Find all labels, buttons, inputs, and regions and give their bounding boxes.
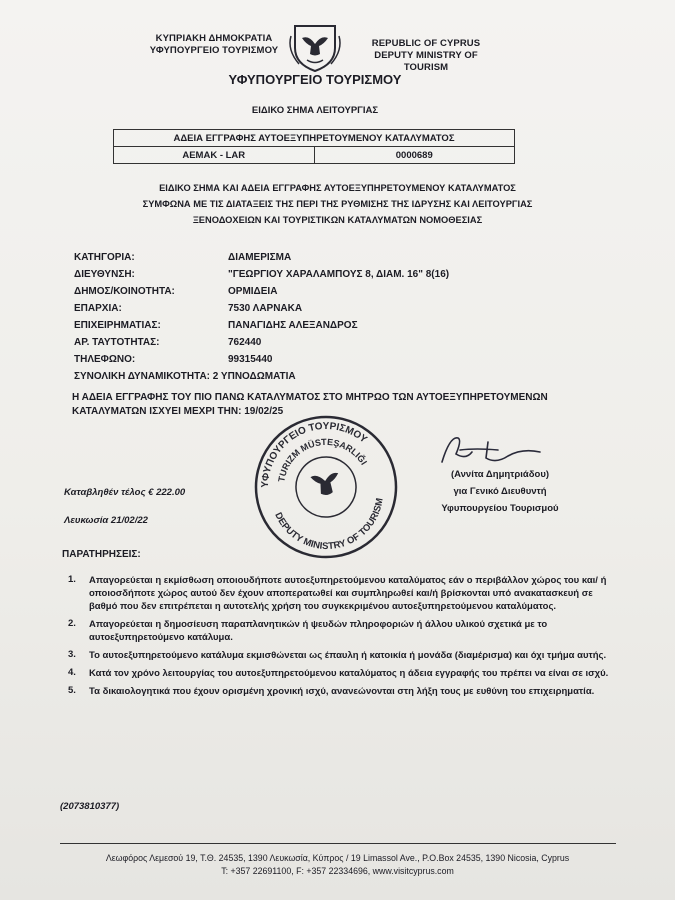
notes-title: ΠΑΡΑΤΗΡΗΣΕΙΣ: xyxy=(62,549,141,560)
note-number: 1. xyxy=(68,574,76,585)
field-value: ΟΡΜΙΔΕΙΑ xyxy=(228,286,278,297)
header-right-line2: DEPUTY MINISTRY OF TOURISM xyxy=(374,50,478,73)
signatory-line1: για Γενικό Διευθυντή xyxy=(453,486,547,497)
field-value: "ΓΕΩΡΓΙΟΥ ΧΑΡΑΛΑΜΠΟΥΣ 8, ΔΙΑΜ. 16" 8(16) xyxy=(228,269,450,280)
note-text: Το αυτοεξυπηρετούμενο κατάλυμα εκμισθώνεται ως έπαυλη ή κατοικία ή μονάδα (διαμέρισμα) και όχι τμήμα αυτής. xyxy=(89,650,607,661)
note-number: 4. xyxy=(68,667,76,678)
note-number: 2. xyxy=(68,618,76,629)
header-right xyxy=(352,38,500,74)
signatory-name: (Αννίτα Δημητριάδου) xyxy=(450,469,550,480)
note-number: 5. xyxy=(68,685,76,696)
header-left-line2: ΥΦΥΠΟΥΡΓΕΙΟ ΤΟΥΡΙΣΜΟΥ xyxy=(149,45,279,56)
coat-of-arms-icon xyxy=(285,22,345,74)
signatory-block xyxy=(425,466,575,517)
official-stamp-icon xyxy=(252,413,400,561)
field-row xyxy=(74,303,594,320)
field-label: ΕΠΑΡΧΙΑ: xyxy=(74,303,122,314)
note-item xyxy=(68,618,628,644)
footer-contact: T: +357 22691100, F: +357 22334696, www.visitcyprus.com xyxy=(221,866,454,876)
field-row xyxy=(74,269,594,286)
details-list xyxy=(74,252,594,388)
notes-list xyxy=(68,574,628,703)
note-item xyxy=(68,685,628,698)
stamp-english-text: DEPUTY MINISTRY OF TOURISM xyxy=(272,497,386,553)
header-left xyxy=(139,33,289,57)
field-row xyxy=(74,337,594,354)
license-table xyxy=(113,129,515,164)
intro-line1: ΕΙΔΙΚΟ ΣΗΜΑ ΚΑΙ ΑΔΕΙΑ ΕΓΓΡΑΦΗΣ ΑΥΤΟΕΞΥΠΗΡΕΤΟΥΜΕΝΟΥ ΚΑΤΑΛΥΜΑΤΟΣ xyxy=(159,183,516,193)
license-heading: ΑΔΕΙΑ ΕΓΓΡΑΦΗΣ ΑΥΤΟΕΞΥΠΗΡΕΤΟΥΜΕΝΟΥ ΚΑΤΑΛΥΜΑΤΟΣ xyxy=(114,130,515,147)
reference-number: (2073810377) xyxy=(60,801,120,812)
place-date: Λευκωσία 21/02/22 xyxy=(64,515,148,526)
note-item xyxy=(68,649,628,662)
field-row xyxy=(74,286,594,303)
field-value: 762440 xyxy=(228,337,262,348)
field-row xyxy=(74,320,594,337)
note-item xyxy=(68,574,628,613)
license-number: 0000689 xyxy=(314,147,515,164)
signature-icon xyxy=(436,430,546,466)
field-value: 99315440 xyxy=(228,354,273,365)
footer-address: Λεωφόρος Λεμεσού 19, Τ.Θ. 24535, 1390 Λευκωσία, Κύπρος / 19 Limassol Ave., P.O.Box 24535, 1390 Nicosia, Cyprus xyxy=(105,853,570,863)
stamp-turkish-text: TURIZM MÜSTEŞARLIĞI xyxy=(276,436,369,483)
document-subtitle: ΕΙΔΙΚΟ ΣΗΜΑ ΛΕΙΤΟΥΡΓΙΑΣ xyxy=(251,105,379,116)
note-text: Κατά τον χρόνο λειτουργίας του αυτοεξυπηρετούμενου καταλύματος η άδεια εγγραφής του πρέπει να είναι σε ισχύ. xyxy=(89,668,609,679)
note-text: Απαγορεύεται η δημοσίευση παραπλανητικών ή ψευδών πληροφοριών ή άλλου υλικού σχετικά με το αυτοεξυπηρετούμενο κατάλυμα. xyxy=(89,619,548,643)
registration-line2: ΚΑΤΑΛΥΜΑΤΩΝ ΙΣΧΥΕΙ ΜΕΧΡΙ ΤΗΝ: 19/02/25 xyxy=(72,406,284,417)
header-right-line1: REPUBLIC OF CYPRUS xyxy=(371,38,481,49)
field-label: ΑΡ. ΤΑΥΤΟΤΗΤΑΣ: xyxy=(74,337,160,348)
footer-divider xyxy=(60,843,616,844)
stamp-greek-text: ΥΦΥΠΟΥΡΓΕΙΟ ΤΟΥΡΙΣΜΟΥ xyxy=(259,420,369,488)
note-text: Απαγορεύεται η εκμίσθωση οποιουδήποτε αυτοεξυπηρετούμενου καταλύματος εάν ο περιβάλλον χώρος του και/ ή οποιοσδήποτε χώρος αυτού δεν έχουν αποπερατωθεί και συμπληρωθεί και/ή βρίσκονται υπό ανακατασκευή σε βαθμό που δεν επιτρέπεται η αυτοτελής χρήση του συγκεκριμένου αυτοεξυπηρετούμενου καταλύματος. xyxy=(89,575,607,612)
field-value: ΠΑΝΑΓΙΔΗΣ ΑΛΕΞΑΝΔΡΟΣ xyxy=(228,320,358,331)
field-row xyxy=(74,354,594,371)
footer xyxy=(40,852,635,878)
fee-paid: Καταβληθέν τέλος € 222.00 xyxy=(64,487,186,498)
field-label: ΔΙΕΥΘΥΝΣΗ: xyxy=(74,269,135,280)
field-label: ΤΗΛΕΦΩΝΟ: xyxy=(74,354,136,365)
field-row xyxy=(74,252,594,269)
header-left-line1: ΚΥΠΡΙΑΚΗ ΔΗΜΟΚΡΑΤΙΑ xyxy=(155,33,273,44)
field-value: 7530 ΛΑΡΝΑΚΑ xyxy=(228,303,303,314)
intro-line3: ΞΕΝΟΔΟΧΕΙΩΝ ΚΑΙ ΤΟΥΡΙΣΤΙΚΩΝ ΚΑΤΑΛΥΜΑΤΩΝ ΝΟΜΟΘΕΣΙΑΣ xyxy=(192,215,483,225)
capacity: ΣΥΝΟΛΙΚΗ ΔΥΝΑΜΙΚΟΤΗΤΑ: 2 ΥΠΝΟΔΩΜΑΤΙΑ xyxy=(74,371,296,382)
svg-text:DEPUTY MINISTRY OF TOURISM xyxy=(272,496,392,560)
field-label: ΔΗΜΟΣ/ΚΟΙΝΟΤΗΤΑ: xyxy=(74,286,175,297)
registration-line1: Η ΑΔΕΙΑ ΕΓΓΡΑΦΗΣ ΤΟΥ ΠΙΟ ΠΑΝΩ ΚΑΤΑΛΥΜΑΤΟΣ ΣΤΟ ΜΗΤΡΩΟ ΤΩΝ ΑΥΤΟΕΞΥΠΗΡΕΤΟΥΜΕΝΩΝ xyxy=(72,392,548,403)
ministry-title: ΥΦΥΠΟΥΡΓΕΙΟ ΤΟΥΡΙΣΜΟΥ xyxy=(228,72,402,87)
note-number: 3. xyxy=(68,649,76,660)
field-label: ΚΑΤΗΓΟΡΙΑ: xyxy=(74,252,135,263)
field-label: ΕΠΙΧΕΙΡΗΜΑΤΙΑΣ: xyxy=(74,320,161,331)
license-code: ΑΕΜΑΚ - LAR xyxy=(114,147,315,164)
note-text: Τα δικαιολογητικά που έχουν ορισμένη χρονική ισχύ, ανανεώνονται στη λήξη τους με ευθύνη του επιχειρηματία. xyxy=(89,686,595,697)
intro-heading xyxy=(60,180,615,228)
signatory-line2: Υφυπουργείου Τουρισμού xyxy=(441,503,559,514)
field-value: ΔΙΑΜΕΡΙΣΜΑ xyxy=(228,252,292,263)
intro-line2: ΣΥΜΦΩΝΑ ΜΕ ΤΙΣ ΔΙΑΤΑΞΕΙΣ ΤΗΣ ΠΕΡΙ ΤΗΣ ΡΥΘΜΙΣΗΣ ΤΗΣ ΙΔΡΥΣΗΣ ΚΑΙ ΛΕΙΤΟΥΡΓΙΑΣ xyxy=(142,199,533,209)
note-item xyxy=(68,667,628,680)
